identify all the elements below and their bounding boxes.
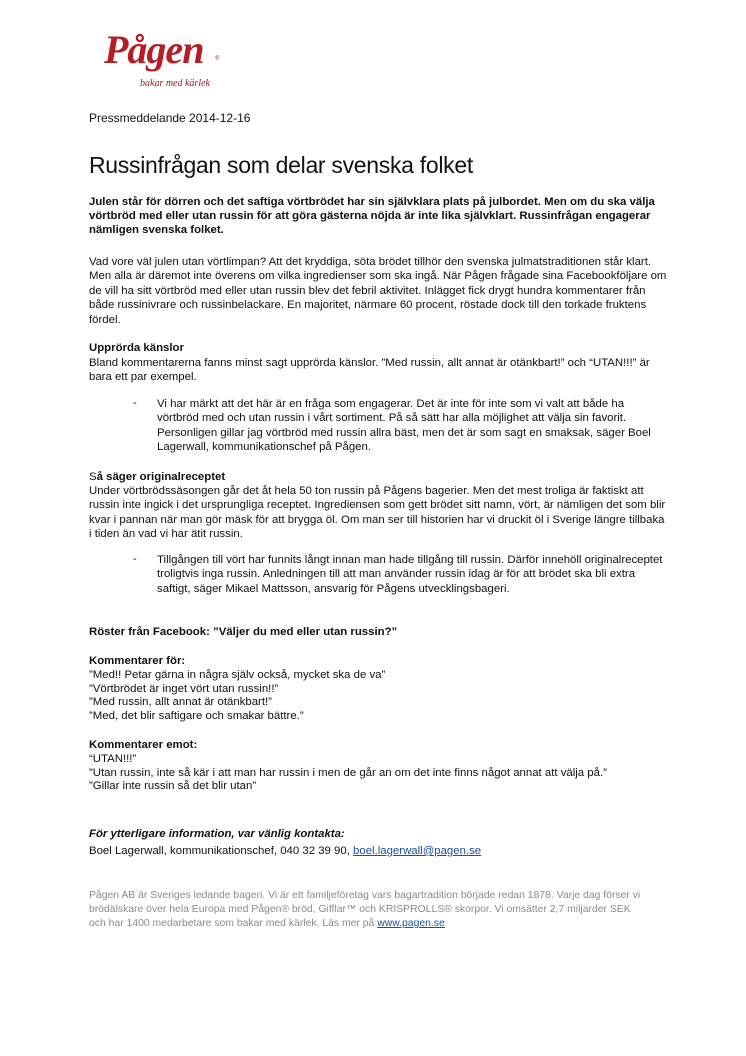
contact-email-link[interactable]: boel.lagerwall@pagen.se xyxy=(353,845,482,857)
lead-paragraph: Julen står för dörren och det saftiga vörtbrödet har sin självklara plats på julbordet. Men om du ska välja vörtbröd med eller utan russin för att göra gästerna nöjda är inte lika självklart. Russinfrågan engagerar nämligen svenska folket. xyxy=(89,196,655,236)
subheading-upprorda: Upprörda känslor xyxy=(89,342,184,354)
subheading-rest: å säger originalreceptet xyxy=(96,471,226,483)
quote-paragraph-1: Vi har märkt att det här är en fråga som engagerar. Det är inte för inte som vi valt att både ha vörtbröd med och utan russin i vårt sortiment. På så sätt har alla möjlighet att välja sin favorit. Personligen gillar jag vörtbröd med russin allra bäst, men det är som sagt en smaksak, säger Boel Lagerwall, kommunikationschef på Pågen. xyxy=(157,398,651,454)
body-paragraph-3: Under vörtbrödssäsongen går det åt hela 50 ton russin på Pågens bagerier. Men det mest troliga är faktiskt att russin inte ingick i det ursprungliga receptet. Ingrediensen som gett brödet sitt namn, vört, är nämligen det som blir kvar i pannan när man gör mäsk för att brygga öl. Om man ser till historien har vi druckit öl i Sverige längre tillbaka i tiden än vad vi har ätit russin. xyxy=(89,485,666,541)
facebook-heading: Röster från Facebook: ”Väljer du med eller utan russin?” xyxy=(89,626,398,638)
subheading-first-letter: S xyxy=(89,471,97,483)
comments-for-heading: Kommentarer för: xyxy=(89,655,186,667)
comments-against-heading: Kommentarer emot: xyxy=(89,739,198,751)
logo-wordmark: Pågen xyxy=(104,27,204,72)
footer-website-link[interactable]: www.pagen.se xyxy=(377,918,445,929)
quote-dash-2: - xyxy=(133,553,137,565)
company-footer xyxy=(89,889,649,931)
quote-paragraph-2: Tillgången till vört har funnits långt innan man hade tillgång till russin. Därför innehöll originalreceptet troligtvis inga russin. Anledningen till att man använder russin idag är för att brödet ska bli extra saftigt, säger Mikael Mattsson, ansvarig för Pågens utvecklingsbageri. xyxy=(157,554,663,595)
pagen-logo xyxy=(104,26,224,96)
quote-dash-1: - xyxy=(133,397,137,409)
body-paragraph-2: Bland kommentarerna fanns minst sagt upprörda känslor. ”Med russin, allt annat är otänkbart!” och “UTAN!!!” är bara ett par exempel. xyxy=(89,357,650,384)
contact-text: Boel Lagerwall, kommunikationschef, 040 32 39 90, xyxy=(89,845,354,857)
body-paragraph-1: Vad vore väl julen utan vörtlimpan? Att det kryddiga, söta brödet tillhör den svenska julmatstraditionen står klart. Men alla är däremot inte överens om vilka ingredienser som ska ingå. När Pågen frågade sina Facebookföljare om de vill ha sitt vörtbröd med eller utan russin blev det febril aktivitet. Inlägget fick drygt hundra kommentarer från både russinivrare och russinbelackare. En majoritet, närmare 60 procent, röstade dock till den torkade fruktens fördel. xyxy=(89,256,667,326)
footer-text: Pågen AB är Sveriges ledande bageri. Vi är ett familjeföretag vars bagartradition började redan 1878. Varje dag förser vi brödälskare över hela Europa med Pågen® bröd, Gifflar™ och KRISPROLLS® skorpor. Vi omsätter 2,7 miljarder SEK och har 1400 medarbetare som bakar med kärlek. Läs mer på xyxy=(89,890,641,929)
page-title: Russinfrågan som delar svenska folket xyxy=(89,152,473,178)
comment-against-item: “UTAN!!!” xyxy=(89,753,137,765)
contact-heading: För ytterligare information, var vänlig kontakta: xyxy=(89,828,345,840)
press-release-date: Pressmeddelande 2014-12-16 xyxy=(89,111,251,125)
comments-for-list xyxy=(89,669,385,723)
comment-for-item: ”Med!! Petar gärna in några själv också, mycket ska de va” xyxy=(89,669,386,681)
comment-for-item: ”Med russin, allt annat är otänkbart!” xyxy=(89,696,272,709)
comment-against-item: ”Utan russin, inte så kär i att man har russin i men de går an om det inte finns något annat att välja på.” xyxy=(89,766,607,779)
comment-for-item: ”Vörtbrödet är inget vört utan russin!!” xyxy=(89,682,279,695)
subheading-originalreceptet xyxy=(89,471,225,483)
comment-against-item: ”Gillar inte russin så det blir utan” xyxy=(89,780,257,793)
comments-against-list xyxy=(89,753,607,794)
contact-line xyxy=(89,845,481,857)
logo-tagline: bakar med kärlek xyxy=(140,78,210,89)
logo-registered-mark: ® xyxy=(215,56,220,62)
comment-for-item: ”Med, det blir saftigare och smakar bättre.” xyxy=(89,709,304,722)
